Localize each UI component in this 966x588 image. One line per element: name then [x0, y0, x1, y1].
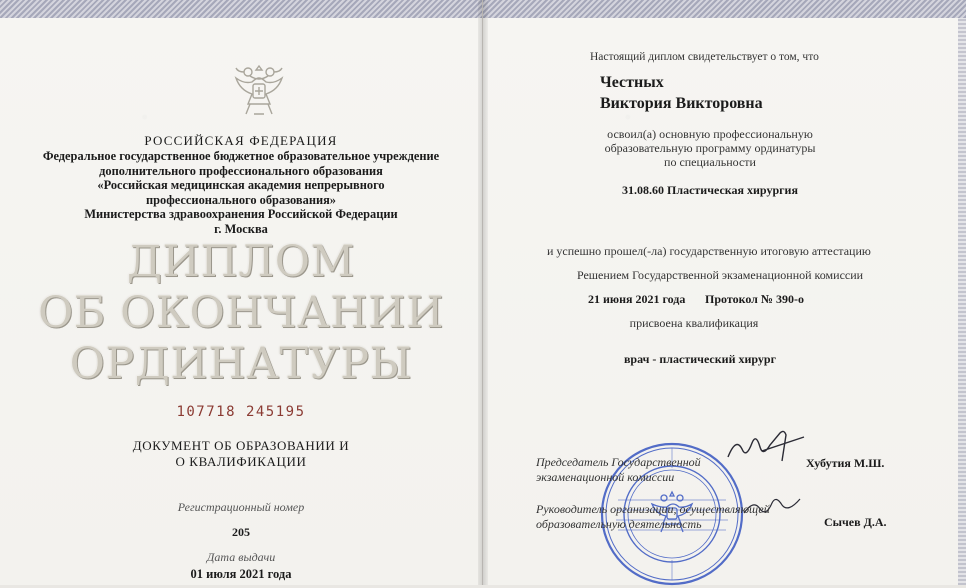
title-line: ОРДИНАТУРЫ [69, 339, 413, 389]
title-line: ДИПЛОМ [126, 237, 356, 287]
country-heading: РОССИЙСКАЯ ФЕДЕРАЦИЯ [144, 133, 338, 148]
chair-role [536, 455, 736, 484]
issue-date-label: Дата выдачи [206, 550, 276, 564]
document-type-line: ДОКУМЕНТ ОБ ОБРАЗОВАНИИ И [132, 438, 350, 453]
chair-role-line: экзаменационной комиссии [536, 469, 675, 484]
institution-line: «Российская медицинская академия непрерывного [97, 178, 385, 193]
top-security-band [0, 0, 482, 18]
qualification-label: присвоена квалификация [629, 316, 759, 330]
chair-name: Хубутия М.Ш. [806, 456, 885, 470]
registration-number: 205 [232, 525, 250, 539]
side-security-pattern [958, 18, 966, 585]
top-security-band-right [483, 0, 966, 18]
head-role-line: образовательную деятельность [536, 516, 702, 531]
document-type-line: О КВАЛИФИКАЦИИ [175, 454, 307, 469]
commission-decision: Решением Государственной экзаменационной комиссии [576, 268, 864, 282]
head-role-line: Руководитель организации, осуществляющей [536, 502, 770, 516]
qualification: врач - пластический хирург [623, 352, 777, 366]
institution-name [0, 149, 482, 237]
document-type [0, 438, 482, 470]
program-line: образовательную программу ординатуры [604, 141, 816, 155]
institution-line: дополнительного профессионального образования [99, 163, 383, 178]
graduate-name [600, 72, 763, 114]
registration-label: Регистрационный номер [177, 500, 305, 514]
graduate-surname: Честных [600, 74, 664, 91]
institution-line: Федеральное государственное бюджетное образовательное учреждение [42, 149, 440, 163]
head-role [536, 502, 816, 531]
attestation-statement: и успешно прошел(-ла) государственную итоговую аттестацию [547, 244, 871, 258]
intro-text: Настоящий диплом свидетельствует о том, что [590, 51, 819, 63]
graduate-given-names: Виктория Викторовна [600, 95, 763, 112]
institution-line: г. Москва [214, 221, 268, 236]
protocol-number: Протокол № 390-о [705, 292, 804, 306]
decision-date: 21 июня 2021 года [588, 292, 686, 306]
program-line: по специальности [664, 155, 756, 169]
institution-line: профессионального образования» [145, 192, 336, 207]
double-headed-eagle-emblem-icon [228, 58, 290, 122]
institution-line: Министерства здравоохранения Российской Федерации [84, 207, 398, 222]
chair-role-line: Председатель Государственной [536, 455, 701, 469]
head-name: Сычев Д.А. [824, 515, 887, 529]
specialty: 31.08.60 Пластическая хирургия [622, 183, 798, 197]
diploma-title [0, 237, 482, 390]
serial-number: 107718 245195 [176, 404, 306, 420]
title-line: ОБ ОКОНЧАНИИ [37, 288, 445, 338]
program-line: освоил(а) основную профессиональную [607, 127, 813, 141]
program-statement [590, 127, 830, 169]
issue-date: 01 июля 2021 года [190, 567, 292, 581]
